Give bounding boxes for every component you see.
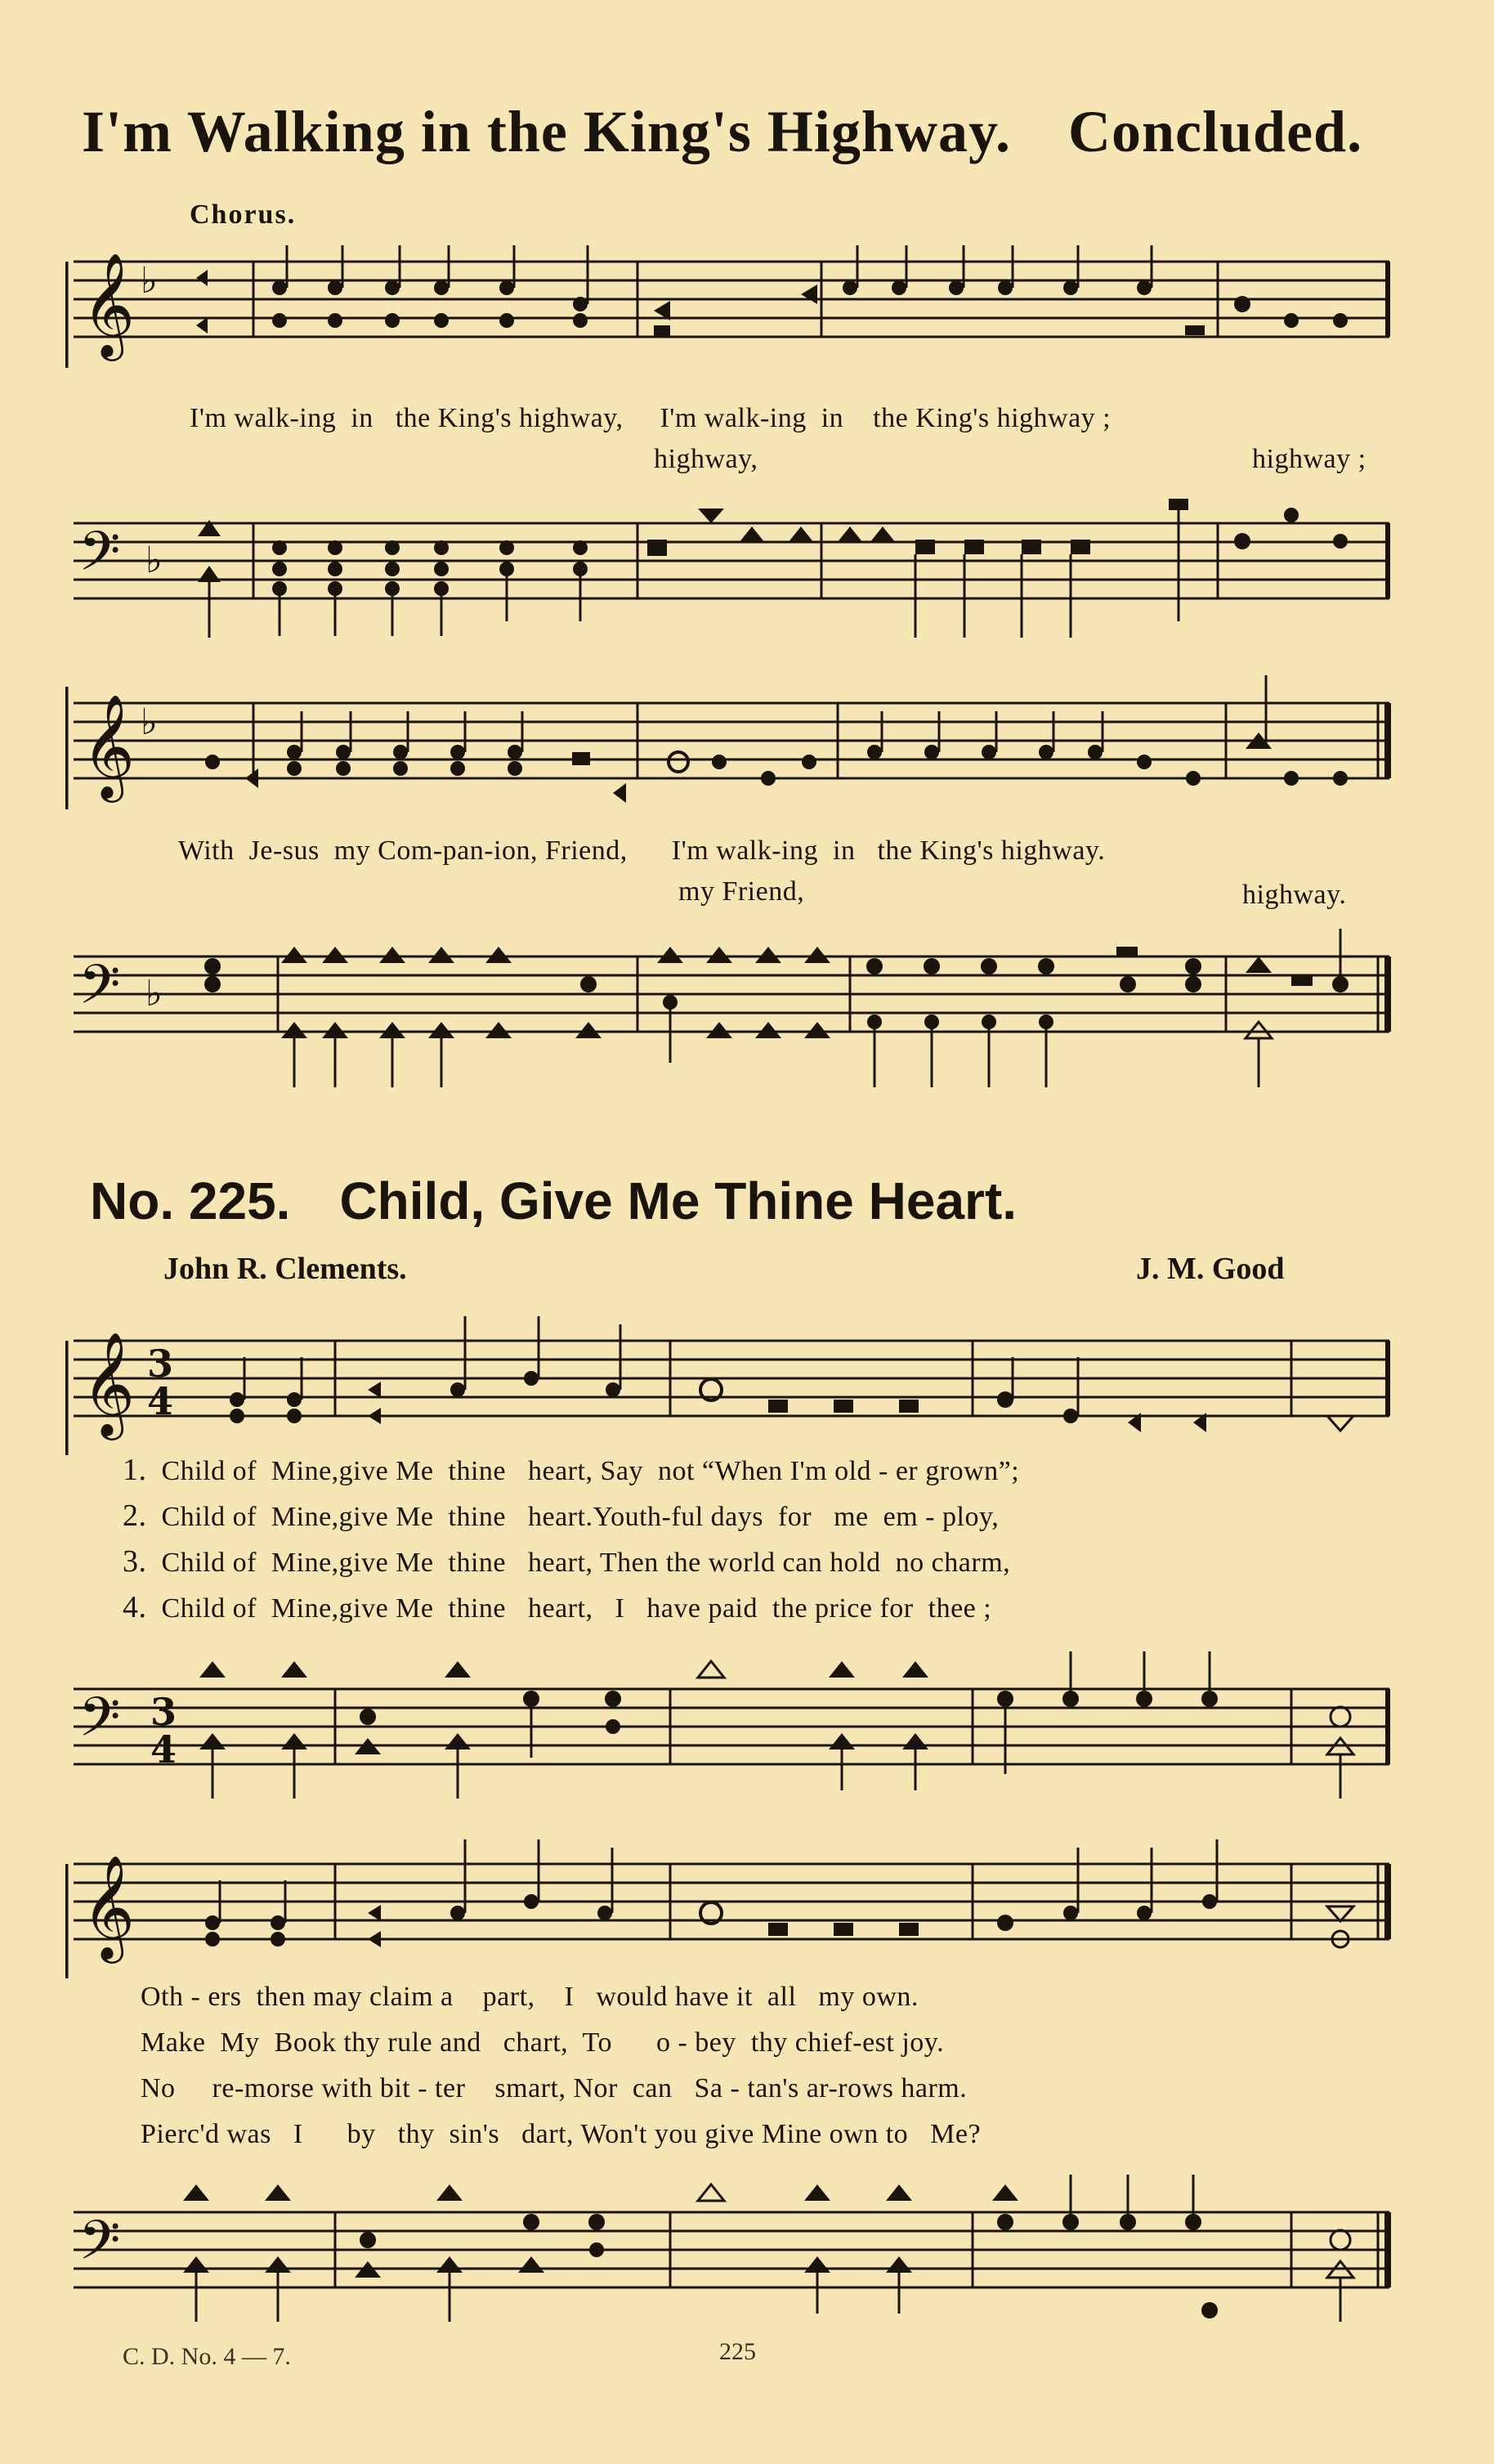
svg-text:♭: ♭ [141,260,158,302]
music-staff-225-system1-treble [65,1308,1406,1455]
svg-text:𝄞: 𝄞 [82,252,136,356]
verse-number: 4. [123,1590,147,1624]
svg-text:𝄢: 𝄢 [78,953,121,1029]
svg-text:𝄞: 𝄞 [82,1331,136,1436]
music-staff-225-system2-treble [65,1831,1406,1978]
lyric-echo-system2-b: highway. [1242,880,1347,910]
verse-line-3 [123,1543,1019,1589]
time-signature-top: 3 [147,1342,174,1386]
music-staff-system2-bass [65,924,1406,1095]
page-number: 225 [719,2338,756,2365]
music-staff-system1-bass [65,491,1406,646]
svg-text:𝄢: 𝄢 [78,520,121,596]
hymn-title-text: I'm Walking in the King's Highway. [82,99,1011,164]
time-signature-top: 3 [150,1690,177,1734]
hymn-title [82,98,1455,166]
concluded-label: Concluded. [1068,99,1363,164]
verse-line-3: No re-morse with bit - ter smart, Nor can Sa - tan's ar-rows harm. [141,2073,968,2103]
verse-line-2 [123,1498,1019,1543]
verse-block-part1 [123,1452,1019,1635]
music-staff-system2-treble [65,670,1406,809]
verse-line-2: Make My Book thy rule and chart, To o - bey thy chief-est joy. [141,2027,945,2058]
verse-line-1 [123,1452,1019,1498]
lyric-echo-system1-a: highway, [654,444,758,474]
verse-block-part2 [141,1982,981,2165]
svg-text:♭: ♭ [145,973,163,1015]
svg-text:𝄞: 𝄞 [82,1854,136,1959]
author-credit: John R. Clements. [163,1252,407,1286]
chorus-label: Chorus. [190,199,297,230]
verse-number: 1. [123,1453,147,1487]
music-staff-system1-treble [65,229,1406,368]
verse-text: Child of Mine,give Me thine heart, Then the world can hold no charm, [161,1548,1011,1578]
svg-text:♭: ♭ [145,540,163,581]
verse-text: Child of Mine,give Me thine heart.Youth-ful days for me em - ploy, [161,1502,1000,1532]
hymn-title: Child, Give Me Thine Heart. [339,1172,1018,1230]
music-staff-225-system2-bass [65,2166,1406,2330]
time-signature-bottom: 4 [150,1727,177,1772]
verse-number: 3. [123,1544,147,1579]
svg-text:♭: ♭ [141,701,158,743]
lyric-line-system2: With Je-sus my Com-pan-ion, Friend, I'm walk-ing in the King's highway. [178,836,1106,866]
svg-text:𝄢: 𝄢 [78,2209,121,2285]
verse-number: 2. [123,1499,147,1533]
hymn-heading [90,1171,1017,1231]
svg-text:𝄞: 𝄞 [82,693,136,798]
verse-line-4 [123,1589,1019,1635]
verse-text: Child of Mine,give Me thine heart, I have paid the price for thee ; [161,1593,992,1624]
lyric-echo-system1-b: highway ; [1252,444,1367,474]
footer-code: C. D. No. 4 — 7. [123,2343,291,2370]
verse-line-4: Pierc'd was I by thy sin's dart, Won't you give Mine own to Me? [141,2119,982,2149]
verse-line-1: Oth - ers then may claim a part, I would have it all my own. [141,1982,919,2012]
hymn-number: No. 225. [90,1172,291,1230]
composer-credit: J. M. Good [1136,1252,1285,1286]
svg-text:𝄢: 𝄢 [78,1686,121,1762]
lyric-line-system1: I'm walk-ing in the King's highway, I'm walk-ing in the King's highway ; [190,403,1112,433]
time-signature-bottom: 4 [147,1379,174,1423]
verse-text: Child of Mine,give Me thine heart, Say not “When I'm old - er grown”; [161,1456,1020,1486]
lyric-echo-system2-a: my Friend, [678,876,805,907]
music-staff-225-system1-bass [65,1643,1406,1807]
